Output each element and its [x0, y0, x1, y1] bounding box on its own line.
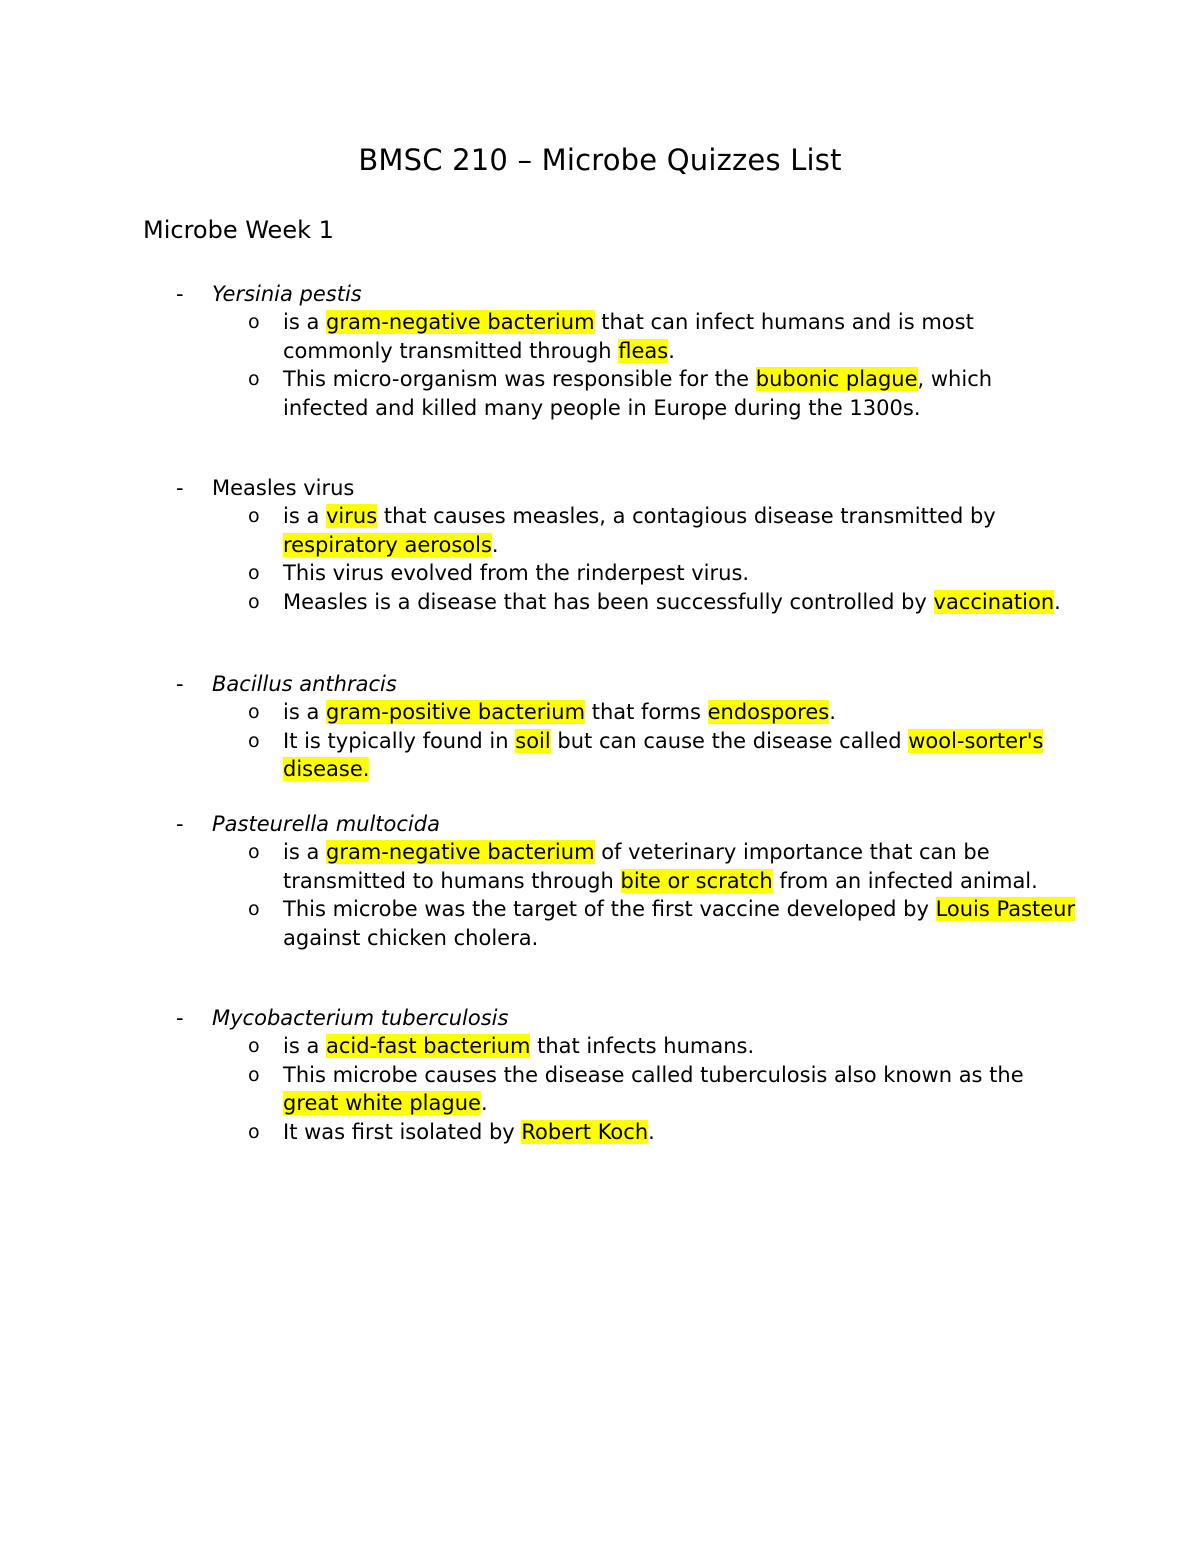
fact-text: Measles is a disease that has been successfully controlled by: [283, 589, 934, 614]
highlighted-term: endospores: [707, 700, 830, 724]
fact-item: [0, 1032, 1083, 1061]
highlighted-term: acid-fast bacterium: [326, 1034, 531, 1058]
fact-text: is a: [283, 310, 326, 334]
fact-item: [0, 559, 1083, 588]
fact-text: that infects humans.: [530, 1034, 755, 1058]
fact-list: [0, 1032, 1200, 1146]
circle-bullet-icon: o: [248, 562, 260, 584]
fact-text: This microbe was the target of the first vaccine developed by: [283, 897, 936, 921]
fact-list: [0, 838, 1200, 952]
fact-text: is a: [283, 1034, 326, 1058]
highlighted-term: soil: [515, 728, 551, 753]
fact-text: of veterinary importance that can be transmitted to humans through: [283, 840, 990, 893]
fact-text: This micro-organism was responsible for the: [283, 367, 756, 391]
fact-item: [0, 1061, 1083, 1118]
fact-list: [0, 698, 1200, 784]
fact-text: .: [668, 338, 675, 363]
circle-bullet-icon: o: [248, 1120, 260, 1143]
highlighted-term: Robert Koch: [521, 1119, 649, 1144]
list-dash: -: [176, 1006, 184, 1030]
fact-text: from an infected animal.: [772, 868, 1038, 893]
highlighted-term: fleas: [618, 338, 669, 363]
circle-bullet-icon: o: [248, 701, 260, 723]
highlighted-term: gram-positive bacterium: [326, 700, 586, 724]
highlighted-term: bubonic plague: [755, 367, 918, 391]
fact-item: [0, 365, 1083, 422]
fact-text: but can cause the disease called: [550, 728, 909, 753]
fact-text: .: [480, 1091, 488, 1115]
highlighted-term: virus: [326, 504, 378, 528]
list-dash: -: [176, 476, 184, 500]
circle-bullet-icon: o: [248, 1063, 260, 1086]
section-heading: Microbe Week 1: [143, 216, 334, 244]
microbe-name: Bacillus anthracis: [212, 672, 397, 696]
fact-text: is a: [283, 700, 326, 724]
fact-list: [0, 502, 1200, 616]
highlighted-term: vaccination: [933, 589, 1055, 614]
highlighted-term: gram-negative bacterium: [326, 840, 595, 864]
fact-list: [0, 308, 1200, 422]
fact-text: against chicken cholera.: [283, 925, 539, 950]
fact-item: [0, 308, 1083, 365]
circle-bullet-icon: o: [248, 590, 260, 613]
fact-item: [0, 1118, 1083, 1147]
fact-text: This microbe causes the disease called tuberculosis also known as the: [283, 1062, 1024, 1087]
fact-text: is a: [283, 840, 326, 864]
fact-text: , which infected and killed many people in Europe during the 1300s.: [283, 367, 993, 420]
circle-bullet-icon: o: [248, 898, 260, 920]
fact-item: [0, 698, 1083, 727]
highlighted-term: Louis Pasteur: [935, 897, 1076, 921]
fact-text: that forms: [585, 700, 708, 724]
circle-bullet-icon: o: [248, 505, 260, 527]
list-dash: -: [176, 672, 184, 696]
fact-text: It is typically found in: [283, 728, 516, 753]
microbe-name: Mycobacterium tuberculosis: [212, 1006, 509, 1030]
circle-bullet-icon: o: [248, 311, 260, 333]
fact-item: [0, 588, 1083, 617]
list-dash: -: [176, 282, 184, 306]
fact-text: .: [1054, 589, 1061, 614]
fact-text: is a: [283, 504, 326, 528]
highlighted-term: gram-negative bacterium: [326, 310, 595, 334]
highlighted-term: respiratory aerosols: [283, 532, 492, 557]
fact-text: It was first isolated by: [283, 1119, 522, 1144]
fact-text: .: [491, 532, 499, 557]
circle-bullet-icon: o: [248, 1035, 260, 1057]
fact-item: [0, 727, 1083, 784]
highlighted-term: bite or scratch: [620, 868, 773, 893]
highlighted-term: wool-sorter's disease.: [283, 728, 1044, 781]
microbe-name: Yersinia pestis: [212, 282, 362, 306]
document-title: BMSC 210 – Microbe Quizzes List: [358, 143, 842, 177]
microbe-name: Pasteurella multocida: [212, 812, 440, 836]
microbe-name: Measles virus: [212, 476, 355, 500]
fact-item: [0, 838, 1083, 895]
list-dash: -: [176, 812, 184, 836]
highlighted-term: great white plague: [283, 1091, 481, 1115]
fact-text: .: [829, 700, 836, 724]
fact-text: .: [648, 1119, 655, 1144]
fact-text: that can infect humans and is most commonly transmitted through: [283, 310, 974, 363]
fact-item: [0, 502, 1083, 559]
fact-text: This virus evolved from the rinderpest virus.: [283, 561, 750, 585]
circle-bullet-icon: o: [248, 729, 260, 752]
circle-bullet-icon: o: [248, 841, 260, 863]
circle-bullet-icon: o: [248, 368, 260, 390]
fact-item: [0, 895, 1083, 952]
fact-text: that causes measles, a contagious disease transmitted by: [377, 504, 996, 528]
